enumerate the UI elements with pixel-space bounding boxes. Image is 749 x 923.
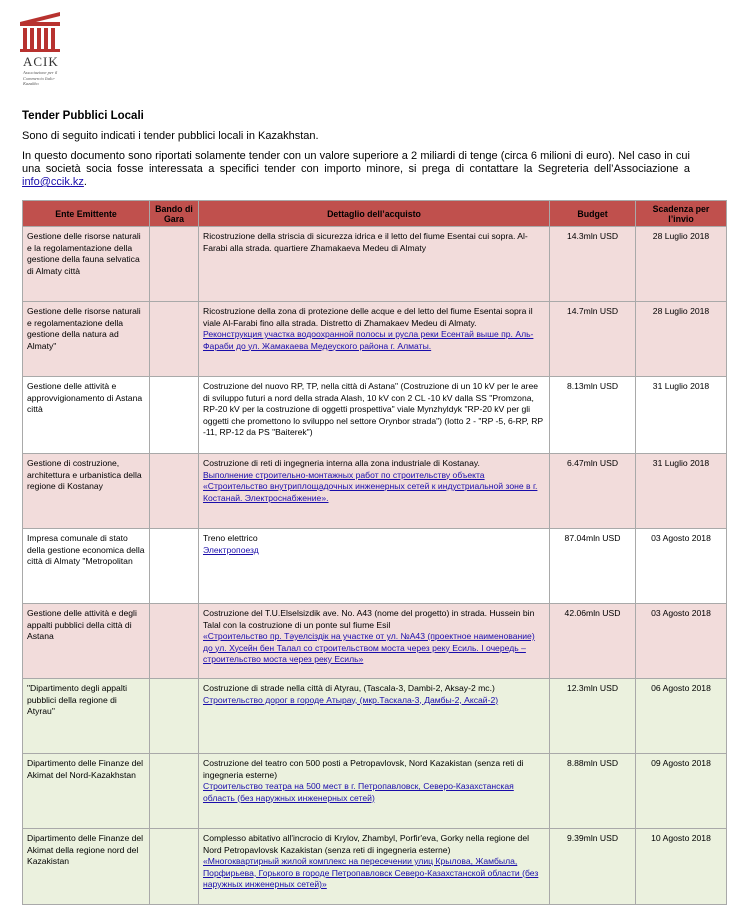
dettaglio-ru-link[interactable]: Электропоезд [203, 544, 259, 555]
cell-budget: 87.04mln USD [550, 529, 636, 604]
dettaglio-text: Costruzione di strade nella città di Atyrau, (Tascala-3, Dambi-2, Aksay-2 mc.) [203, 683, 495, 693]
acik-logo [20, 12, 80, 87]
dettaglio-text: Treno elettrico [203, 533, 258, 543]
cell-bando [150, 829, 199, 905]
header-scadenza: Scadenza per l’invio [636, 201, 727, 227]
cell-budget: 42.06mln USD [550, 604, 636, 679]
cell-ente: Gestione delle attività e degli appalti pubblici della città di Astana [23, 604, 150, 679]
cell-dettaglio [199, 454, 550, 529]
cell-ente: Gestione di costruzione, architettura e urbanistica della regione di Kostanay [23, 454, 150, 529]
table-row [23, 454, 727, 529]
cell-scadenza: 31 Luglio 2018 [636, 454, 727, 529]
dettaglio-ru-link[interactable]: «Многоквартирный жилой комплекс на пересечении улиц Крылова, Жамбыла, Порфирьева, Горького в городе Петропавловск Северо-Казахстанской области (без наружных инженерных сетей)» [203, 856, 539, 889]
logo-name: ACIK [23, 54, 59, 69]
cell-ente: Dipartimento delle Finanze del Akimat della regione nord del Kazakistan [23, 829, 150, 905]
info-paragraph [22, 150, 690, 189]
dettaglio-text: Complesso abitativo all'incrocio di Krylov, Zhambyl, Porfir'eva, Gorky nella regione del Nord Petropavlovsk Kazakistan (senza reti di ingegneria esterne) [203, 833, 530, 855]
cell-budget: 14.3mln USD [550, 227, 636, 302]
intro-text: Sono di seguito indicati i tender pubblici locali in Kazakhstan. [22, 130, 319, 142]
paragraph-text: In questo documento sono riportati solamente tender con un valore superiore a 2 miliardi di tenge (circa 6 milioni di euro). Nel caso in cui una società socia fosse interessata a specifici tender con importo minore, si prega di contattare la Segreteria dell’Associazione a [22, 150, 690, 175]
cell-scadenza: 31 Luglio 2018 [636, 377, 727, 454]
table-row [23, 529, 727, 604]
header-bando: Bando di Gara [150, 201, 199, 227]
dettaglio-ru-link[interactable]: Строительство дорог в городе Атырау, (мкр.Таскала-3, Дамбы-2, Аксай-2) [203, 694, 499, 705]
header-dettaglio: Dettaglio dell’acquisto [199, 201, 550, 227]
dettaglio-text: Costruzione del T.U.Elselsizdik ave. No. A43 (nome del progetto) in strada. Hussein bin Talal con la costruzione di un ponte sul fiume Esil [203, 608, 535, 630]
logo-subtitle: Associazione per il Commercio Italo-Kazakho [23, 70, 58, 86]
cell-bando [150, 377, 199, 454]
cell-scadenza: 10 Agosto 2018 [636, 829, 727, 905]
cell-ente: Gestione delle risorse naturali e regolamentazione della gestione della natura ad Almaty" [23, 302, 150, 377]
cell-dettaglio [199, 829, 550, 905]
tender-table [22, 200, 727, 905]
cell-scadenza: 28 Luglio 2018 [636, 302, 727, 377]
dettaglio-text: Ricostruzione della striscia di sicurezza idrica e il letto del fiume Esentai cui sopra. Al-Farabi alla strada. quartiere Zhamakaeva Medeu di Almaty [203, 231, 528, 253]
cell-scadenza: 03 Agosto 2018 [636, 604, 727, 679]
page-title: Tender Pubblici Locali [22, 110, 144, 122]
cell-bando [150, 302, 199, 377]
cell-dettaglio [199, 302, 550, 377]
cell-ente: Gestione delle risorse naturali e la regolamentazione della gestione della fauna selvatica di Almaty città [23, 227, 150, 302]
dettaglio-ru-link[interactable]: «Строительство пр. Тәуелсіздік на участке от ул. №А43 (проектное наименование) до ул. Хусейн бен Талал со строительством моста через реку Есиль. I очередь –строительство моста через реку Есиль» [203, 631, 535, 664]
cell-dettaglio [199, 377, 550, 454]
cell-dettaglio [199, 529, 550, 604]
cell-scadenza: 09 Agosto 2018 [636, 754, 727, 829]
table-row [23, 377, 727, 454]
cell-dettaglio [199, 679, 550, 754]
header-budget: Budget [550, 201, 636, 227]
table-row [23, 302, 727, 377]
cell-dettaglio [199, 754, 550, 829]
cell-budget: 12.3mln USD [550, 679, 636, 754]
dettaglio-text: Costruzione di reti di ingegneria interna alla zona industriale di Kostanay. [203, 458, 480, 468]
dettaglio-ru-link[interactable]: Выполнение строительно-монтажных работ по строительству объекта «Строительство внутриплощадочных инженерных сетей к индустриальной зоне в г. Костанай. Электроснабжение». [203, 469, 538, 503]
cell-budget: 6.47mln USD [550, 454, 636, 529]
cell-budget: 8.88mln USD [550, 754, 636, 829]
dettaglio-ru-link[interactable]: Реконструкция участка водоохранной полосы и русла реки Есентай выше пр. Аль-Фараби до ул. Жамакаева Медеуского района г. Алматы. [203, 329, 534, 351]
table-row [23, 227, 727, 302]
dettaglio-text: Ricostruzione della zona di protezione delle acque e del letto del fiume Esentai sopra il viale Al-Farabi fino alla strada. Distretto di Zhamakaev Medeu di Almaty. [203, 306, 533, 328]
columns-logo-icon [20, 12, 60, 52]
dettaglio-text: Costruzione del nuovo RP, TP, nella città di Astana" (Costruzione di un 10 kV per le aree di sviluppo futuri a nord della strada Alash, 10 kV con 2 CL -10 kV dalla SS "Promzona, RP-20 kV per la costruzione di oggetti prospettiva" viale Mynzhyldyk "RP-20 kV per gli oggetti che promettono lo sviluppo nel settore Orynbor strada") (lotto 2 - "RP -5, 6-RP, RP -11, RP-12 da PS "Baiterek") [203, 381, 543, 437]
table-row [23, 754, 727, 829]
cell-bando [150, 529, 199, 604]
header-ente: Ente Emittente [23, 201, 150, 227]
dettaglio-ru-link[interactable]: Строительство театра на 500 мест в г. Петропавловск, Северо-Казахстанская область (без наружных инженерных сетей) [203, 781, 514, 803]
cell-ente: Gestione delle attività e approvvigionamento di Astana città [23, 377, 150, 454]
cell-ente: Dipartimento delle Finanze del Akimat del Nord-Kazakhstan [23, 754, 150, 829]
table-row [23, 829, 727, 905]
table-row [23, 604, 727, 679]
cell-dettaglio [199, 604, 550, 679]
table-header-row [23, 201, 727, 227]
cell-bando [150, 227, 199, 302]
cell-budget: 8.13mln USD [550, 377, 636, 454]
cell-scadenza: 03 Agosto 2018 [636, 529, 727, 604]
cell-ente: Impresa comunale di stato della gestione economica della città di Almaty "Metropolitan [23, 529, 150, 604]
cell-dettaglio [199, 227, 550, 302]
table-row [23, 679, 727, 754]
cell-bando [150, 754, 199, 829]
cell-budget: 14.7mln USD [550, 302, 636, 377]
paragraph-end: . [83, 176, 87, 188]
cell-bando [150, 604, 199, 679]
email-link[interactable]: info@ccik.kz [22, 176, 84, 188]
dettaglio-text: Costruzione del teatro con 500 posti a Petropavlovsk, Nord Kazakistan (senza reti di ingegneria esterne) [203, 758, 524, 780]
cell-bando [150, 454, 199, 529]
cell-ente: "Dipartimento degli appalti pubblici della regione di Atyrau" [23, 679, 150, 754]
cell-scadenza: 28 Luglio 2018 [636, 227, 727, 302]
cell-budget: 9.39mln USD [550, 829, 636, 905]
cell-scadenza: 06 Agosto 2018 [636, 679, 727, 754]
cell-bando [150, 679, 199, 754]
